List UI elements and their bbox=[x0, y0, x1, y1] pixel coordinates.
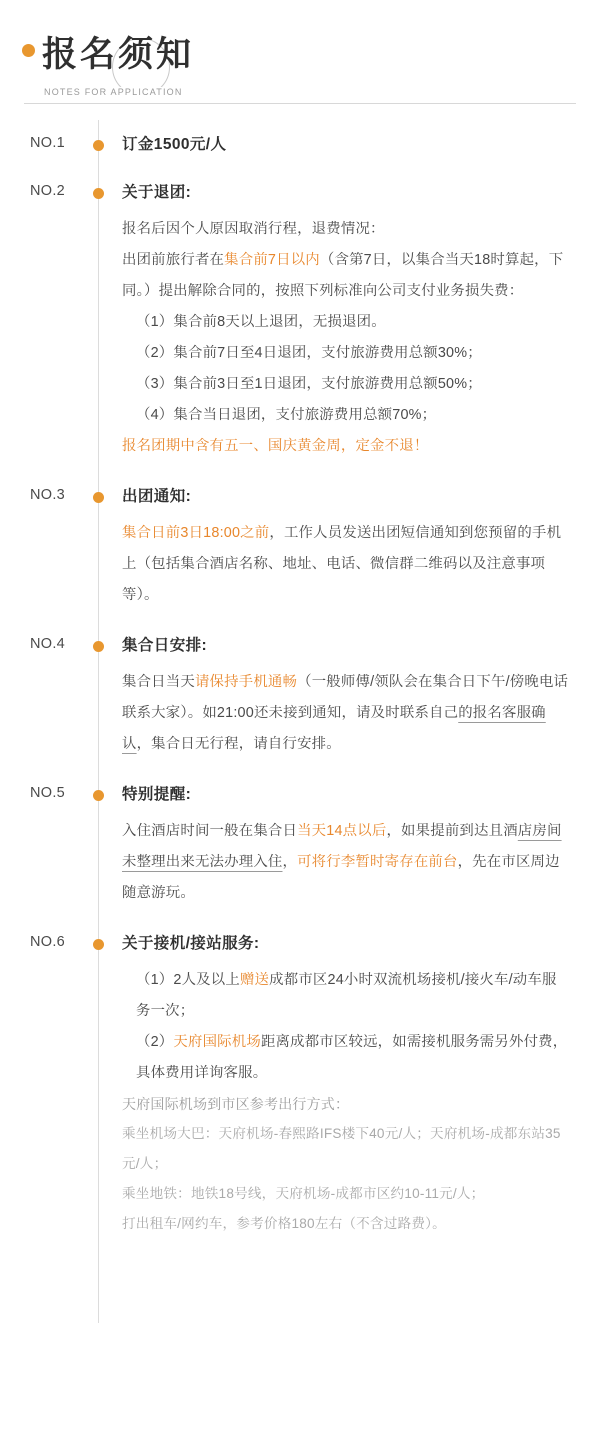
note-warning: 报名团期中含有五一、国庆黄金周，定金不退！ bbox=[122, 438, 429, 454]
timeline-bullet-icon bbox=[93, 790, 104, 801]
note-text: 出团前旅行者在 bbox=[122, 252, 225, 268]
note-paragraph bbox=[122, 245, 570, 307]
timeline-bullet-icon bbox=[93, 188, 104, 199]
note-paragraph bbox=[122, 816, 570, 909]
note-number: NO.2 bbox=[30, 183, 66, 199]
note-section-body bbox=[122, 518, 576, 611]
note-section-title: 集合日安排: bbox=[122, 637, 208, 654]
note-text: ，如果提前到达且酒 bbox=[386, 823, 518, 839]
note-number: NO.5 bbox=[30, 785, 66, 801]
highlighted-text: 天府国际机场 bbox=[173, 1034, 261, 1050]
note-text: 集合日当天 bbox=[122, 674, 195, 690]
note-list-item: （3）集合前3日至1日退团，支付旅游费用总额50%； bbox=[136, 376, 482, 392]
note-section-head bbox=[0, 180, 576, 206]
note-text: 距离成都市区较远，如需接机服务需另外付费，具体费用详询客服。 bbox=[136, 1034, 568, 1081]
note-number: NO.6 bbox=[30, 934, 66, 950]
note-section-body bbox=[122, 816, 576, 909]
note-list-item: （1）集合前8天以上退团，无损退团。 bbox=[136, 314, 386, 330]
note-section bbox=[0, 633, 600, 760]
note-text: ， bbox=[282, 854, 298, 870]
note-text: （含第7日，以集合当天18时算起，下同。）提出解除合同的，按照下列标准向公司支付业务损失费： bbox=[122, 252, 564, 299]
sections-container bbox=[0, 132, 600, 1239]
note-text: （1）2人及以上 bbox=[136, 972, 240, 988]
note-number: NO.1 bbox=[30, 135, 66, 151]
note-paragraph bbox=[122, 667, 570, 760]
note-section-title: 关于退团: bbox=[122, 184, 192, 201]
note-number: NO.4 bbox=[30, 636, 66, 652]
note-text: 成都市区24小时双流机场接机/接火车/动车服务一次； bbox=[136, 972, 557, 1019]
note-section-title: 关于接机/接站服务: bbox=[122, 935, 260, 952]
highlighted-text: 请保持手机通畅 bbox=[194, 674, 298, 690]
note-text: ，工作人员发送出团短信通知到您预留的手机上（包括集合酒店名称、地址、电话、微信群二维码以及注意事项等）。 bbox=[122, 525, 562, 603]
note-list-item: （4）集合当日退团，支付旅游费用总额70%； bbox=[136, 407, 437, 423]
note-section-head bbox=[0, 633, 576, 659]
header-divider bbox=[24, 103, 576, 104]
note-section-title: 特别提醒: bbox=[122, 786, 192, 803]
timeline-bullet-icon bbox=[93, 492, 104, 503]
note-text: ，先在市区周边随意游玩。 bbox=[122, 854, 560, 901]
bottom-spacer bbox=[0, 1261, 600, 1287]
note-list-item: （2）集合前7日至4日退团，支付旅游费用总额30%； bbox=[136, 345, 482, 361]
note-section-title: 出团通知: bbox=[122, 488, 192, 505]
highlighted-text: 集合前7日以内 bbox=[224, 252, 320, 268]
note-number: NO.3 bbox=[30, 487, 66, 503]
note-section-head bbox=[0, 484, 576, 510]
note-fineprint: 乘坐机场大巴：天府机场-春熙路IFS楼下40元/人；天府机场-成都东站35元/人； bbox=[122, 1126, 561, 1171]
note-paragraph bbox=[122, 1027, 570, 1089]
notes-timeline bbox=[0, 110, 600, 1323]
note-text: 入住酒店时间一般在集合日 bbox=[122, 823, 298, 839]
note-section bbox=[0, 180, 600, 462]
note-section bbox=[0, 484, 600, 611]
note-text: （2） bbox=[136, 1034, 174, 1050]
note-fineprint: 乘坐地铁：地铁18号线，天府机场-成都市区约10-11元/人； bbox=[122, 1186, 485, 1201]
highlighted-text: 可将行李暂时寄存在前台 bbox=[297, 854, 458, 870]
underlined-text: 店房间未整理出来无法办理入住 bbox=[122, 823, 562, 870]
note-section bbox=[0, 931, 600, 1239]
note-section bbox=[0, 782, 600, 909]
highlighted-text: 赠送 bbox=[239, 972, 270, 988]
note-paragraph: 报名后因个人原因取消行程，退费情况： bbox=[122, 221, 385, 237]
note-section-body bbox=[122, 214, 576, 462]
timeline-bullet-icon bbox=[93, 140, 104, 151]
note-paragraph bbox=[122, 965, 570, 1027]
note-section-title: 订金1500元/人 bbox=[122, 136, 227, 153]
highlighted-text: 集合日前3日18:00之前 bbox=[122, 525, 270, 541]
note-text: （一般师傅/领队会在集合日下午/傍晚电话联系大家）。如21:00还未接到通知，请及时联系自己 bbox=[122, 674, 569, 721]
note-section-body bbox=[122, 965, 576, 1239]
note-text: ，集合日无行程，请自行安排。 bbox=[136, 736, 341, 752]
page-title: 报名须知 bbox=[42, 35, 195, 75]
note-section-head bbox=[0, 782, 576, 808]
note-section bbox=[0, 132, 600, 158]
note-fineprint: 打出租车/网约车，参考价格180左右（不含过路费）。 bbox=[122, 1216, 446, 1231]
timeline-bullet-icon bbox=[93, 641, 104, 652]
note-paragraph bbox=[122, 518, 570, 611]
underlined-text: 的报名客服确认 bbox=[122, 705, 546, 752]
note-fineprint-heading: 天府国际机场到市区参考出行方式： bbox=[122, 1096, 350, 1112]
page-header bbox=[0, 0, 600, 110]
page-subtitle: NOTES FOR APPLICATION bbox=[24, 87, 183, 97]
note-section-body bbox=[122, 667, 576, 760]
note-section-head bbox=[0, 132, 576, 158]
timeline-bullet-icon bbox=[93, 939, 104, 950]
note-section-head bbox=[0, 931, 576, 957]
highlighted-text: 当天14点以后 bbox=[297, 823, 387, 839]
